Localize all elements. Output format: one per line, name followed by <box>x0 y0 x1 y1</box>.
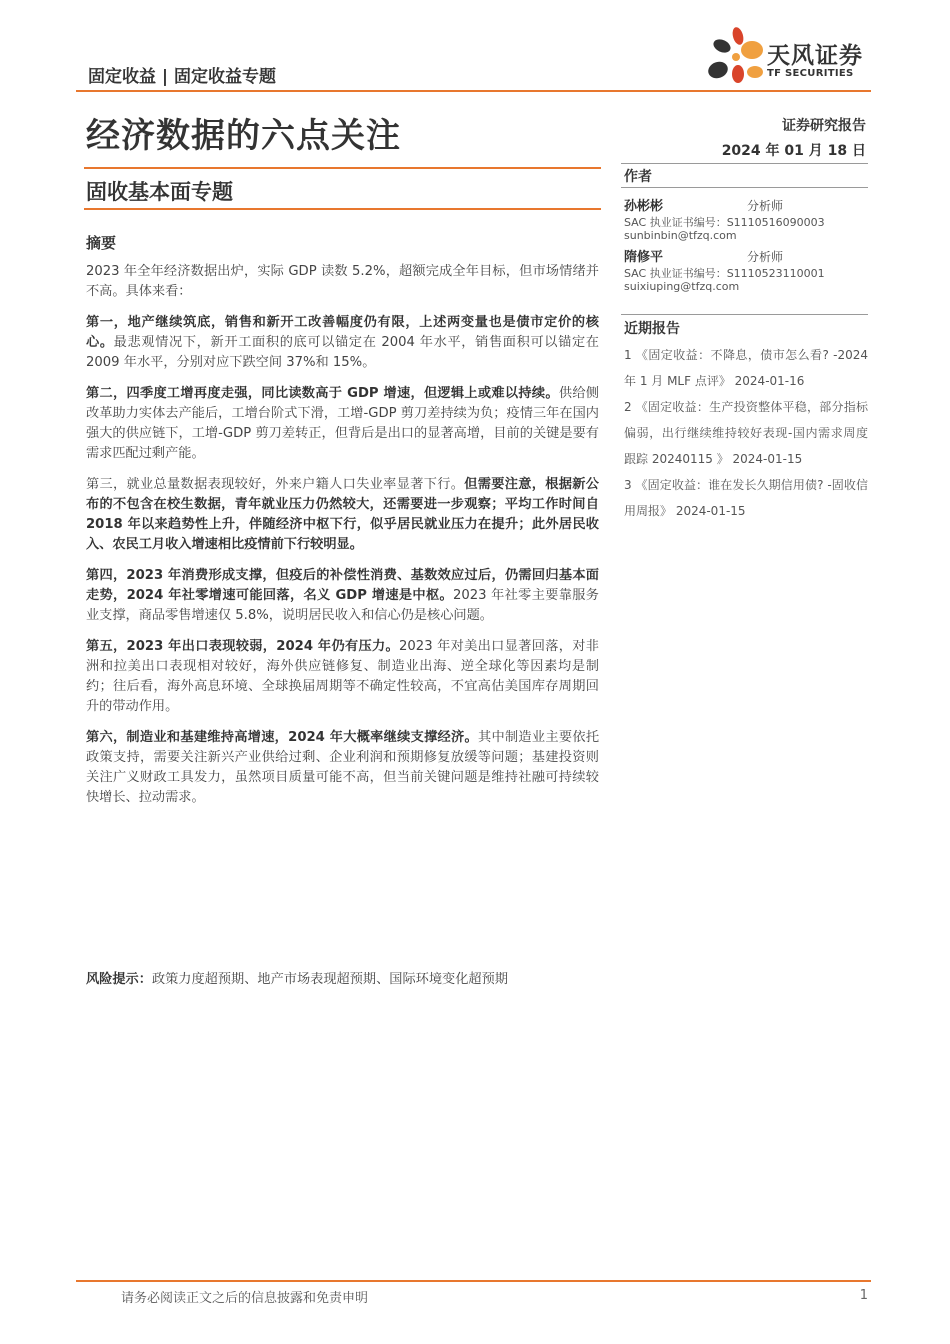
paragraph-bold: 第五，2023 年出口表现较弱，2024 年仍有压力。 <box>86 639 400 654</box>
recent-reports-list <box>624 342 868 524</box>
paragraph-text: 2023 年对美出口显著回落，对非洲和拉美出口表现相对较好，海外供应链修复、制造业出海、逆全球化等因素均是制约；往后看，海外高息环境、全球换届周期等不确定性较高，不宜高估美国库存周期回升的带动作用。 <box>86 639 599 714</box>
paragraph <box>86 313 599 373</box>
recent-reports-heading: 近期报告 <box>624 321 680 337</box>
sidebar-divider <box>621 163 868 164</box>
recent-report-item[interactable]: 2 《固定收益：生产投资整体平稳，部分指标偏弱，出行继续维持较好表现-国内需求周度跟踪 20240115 》 2024-01-15 <box>624 400 868 466</box>
author-sac: SAC 执业证书编号：S1110516090003 <box>624 216 825 229</box>
report-category: 固定收益 | 固定收益专题 <box>88 67 277 87</box>
subtitle-divider <box>84 208 601 210</box>
footer-divider <box>76 1280 871 1282</box>
risk-text: 政策力度超预期、地产市场表现超预期、国际环境变化超预期 <box>151 972 508 987</box>
authors-heading: 作者 <box>624 169 652 185</box>
paragraph <box>86 384 599 464</box>
paragraph-bold: 第六，制造业和基建维持高增速，2024 年大概率继续支撑经济。 <box>86 730 478 745</box>
paragraph-bold: 第四，2023 年消费形成支撑，但疫后的补偿性消费、基数效应过后，仍需回归基本面走势，2024 年社零增速可能回落，名义 GDP 增速是中枢。 <box>86 568 599 603</box>
risk-notice <box>86 968 606 987</box>
subtitle: 固收基本面专题 <box>86 180 233 204</box>
paragraph <box>86 728 599 808</box>
page-title: 经济数据的六点关注 <box>86 116 401 156</box>
sidebar-divider <box>621 187 868 188</box>
author-email[interactable]: sunbinbin@tfzq.com <box>624 229 737 242</box>
report-type: 证券研究报告 <box>782 118 866 134</box>
paragraph <box>86 637 599 717</box>
title-divider <box>84 167 601 169</box>
recent-report-item[interactable]: 3 《固定收益：谁在发长久期信用债? -固收信用周报》 2024-01-15 <box>624 478 868 518</box>
paragraph <box>86 262 599 302</box>
page-number: 1 <box>859 1288 868 1303</box>
paragraph-bold: 第一，地产继续筑底，销售和新开工改善幅度仍有限，上述两变量也是债市定价的核心。 <box>86 315 599 350</box>
author-email[interactable]: suixiuping@tfzq.com <box>624 280 740 293</box>
risk-label: 风险提示： <box>86 972 152 987</box>
paragraph-bold: 第二，四季度工增再度走强，同比读数高于 GDP 增速，但逻辑上或难以持续。 <box>86 386 559 401</box>
paragraph-text: 最悲观情况下，新开工面积的底可以锚定在 2004 年水平，销售面积可以锚定在 2009 年水平，分别对应下跌空间 37%和 15%。 <box>86 335 599 370</box>
paragraph-text: 2023 年社零主要靠服务业支撑，商品零售增速仅 5.8%，说明居民收入和信心仍是核心问题。 <box>86 588 599 623</box>
author-name: 孙彬彬 <box>624 199 664 214</box>
abstract-body <box>86 262 599 819</box>
paragraph-bold: 但需要注意，根据新公布的不包含在校生数据，青年就业压力仍然较大，还需要进一步观察；平均工作时间自 2018 年以来趋势性上升，伴随经济中枢下行，似乎居民就业压力在提升；此外居民收入、农民工月收入增速相比疫情前下行较明显。 <box>86 477 599 552</box>
paragraph <box>86 475 599 555</box>
logo-text-en: TF SECURITIES <box>767 68 854 79</box>
paragraph-text: 第三，就业总量数据表现较好，外来户籍人口失业率显著下行。 <box>86 477 465 492</box>
recent-report-item[interactable]: 1 《固定收益：不降息，债市怎么看? -2024 年 1 月 MLF 点评》 2024-01-16 <box>624 348 868 388</box>
author-sac: SAC 执业证书编号：S1110523110001 <box>624 267 825 280</box>
report-date: 2024 年 01 月 18 日 <box>721 143 866 159</box>
paragraph-text: 2023 年全年经济数据出炉，实际 GDP 读数 5.2%，超额完成全年目标，但市场情绪并不高。具体来看： <box>86 264 599 299</box>
footer-disclaimer: 请务必阅读正文之后的信息披露和免责申明 <box>121 1291 369 1306</box>
abstract-heading: 摘要 <box>86 234 117 252</box>
author-role: 分析师 <box>747 199 784 213</box>
paragraph <box>86 566 599 626</box>
logo-text-cn: 天风证券 <box>767 43 863 69</box>
paragraph-text: 供给侧改革助力实体去产能后，工增台阶式下滑，工增-GDP 剪刀差持续为负；疫情三年在国内强大的供应链下，工增-GDP 剪刀差转正，但背后是出口的显著高增，目前的关键是要有需求匹配过剩产能。 <box>86 386 599 461</box>
author-name: 隋修平 <box>624 250 664 265</box>
author-role: 分析师 <box>747 250 784 264</box>
sidebar-divider <box>621 314 868 315</box>
paragraph-text: 其中制造业主要依托政策支持，需要关注新兴产业供给过剩、企业利润和预期修复放缓等问题；基建投资则关注广义财政工具发力，虽然项目质量可能不高，但当前关键问题是维持社融可持续较快增长、拉动需求。 <box>86 730 600 805</box>
